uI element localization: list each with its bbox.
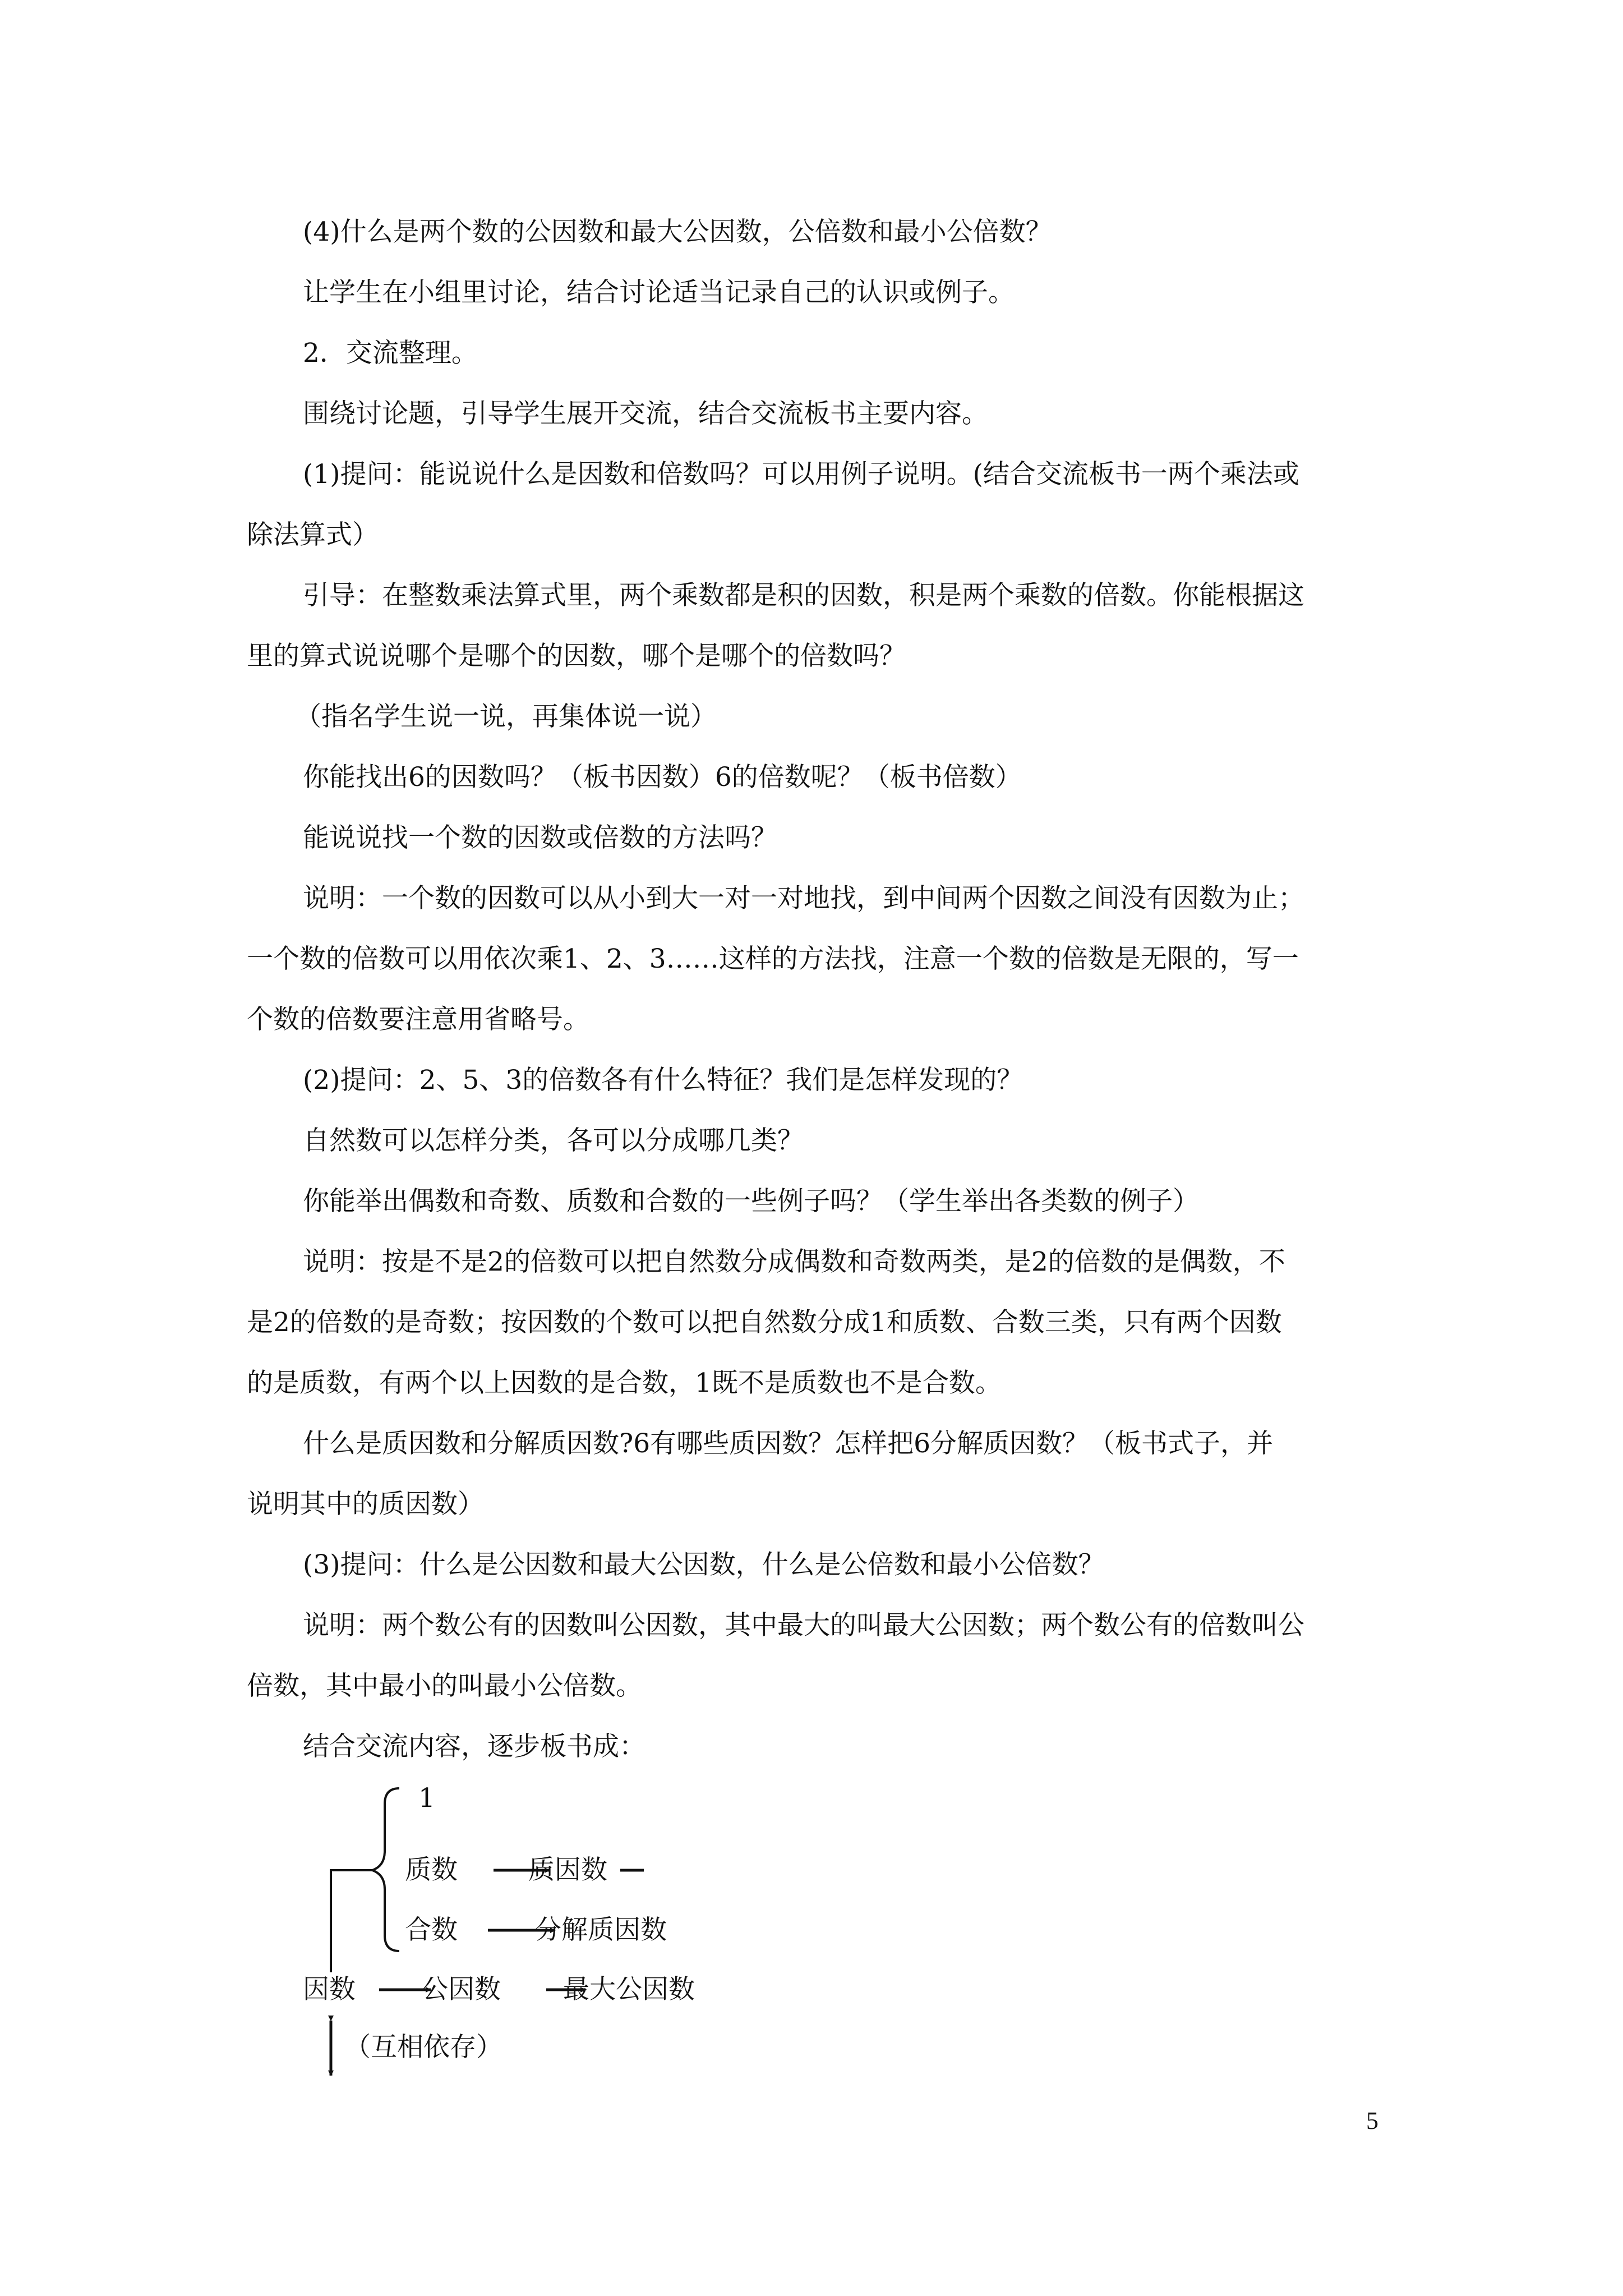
paragraph-line: 倍数，其中最小的叫最小公倍数。 (247, 1671, 642, 1701)
paragraph-line: 说明：按是不是2的倍数可以把自然数分成偶数和奇数两类，是2的倍数的是偶数，不 (303, 1246, 1285, 1277)
paragraph-line: 一个数的倍数可以用依次乘1、2、3……这样的方法找，注意一个数的倍数是无限的，写一 (247, 944, 1299, 974)
paragraph-line: 你能举出偶数和奇数、质数和合数的一些例子吗？（学生举出各类数的例子） (303, 1186, 1199, 1217)
paragraph-line: 是2的倍数的是奇数；按因数的个数可以把自然数分成1和质数、合数三类，只有两个因数 (247, 1307, 1282, 1338)
paragraph-line: 说明其中的质因数） (247, 1489, 484, 1520)
paragraph-line: 结合交流内容，逐步板书成： (303, 1731, 645, 1762)
paragraph-line: 个数的倍数要注意用省略号。 (247, 1004, 589, 1035)
paragraph-line: 说明：两个数公有的因数叫公因数，其中最大的叫最大公因数；两个数公有的倍数叫公 (303, 1610, 1304, 1641)
diagram-label-common-factor: 公因数 (422, 1974, 501, 2005)
paragraph-line: 除法算式） (247, 519, 379, 550)
paragraph-line: 让学生在小组里讨论，结合讨论适当记录自己的认识或例子。 (303, 277, 1015, 308)
diagram-label-prime: 质数 (405, 1855, 458, 1885)
paragraph-line: 说明：一个数的因数可以从小到大一对一对地找，到中间两个因数之间没有因数为止； (303, 883, 1304, 914)
paragraph-line: 能说说找一个数的因数或倍数的方法吗？ (303, 822, 777, 853)
paragraph-line: 的是质数，有两个以上因数的是合数，1既不是质数也不是合数。 (247, 1368, 1002, 1398)
paragraph-line: 什么是质因数和分解质因数?6有哪些质因数？怎样把6分解质因数？（板书式子，并 (303, 1428, 1274, 1459)
diagram-label-one: 1 (418, 1783, 435, 1814)
paragraph-line: (4)什么是两个数的公因数和最大公因数，公倍数和最小公倍数？ (303, 217, 1052, 247)
paragraph-line: (2)提问：2、5、3的倍数各有什么特征？我们是怎样发现的？ (303, 1065, 1023, 1096)
paragraph-line: （指名学生说一说，再集体说一说） (295, 701, 717, 732)
paragraph-line: 自然数可以怎样分类，各可以分成哪几类？ (303, 1125, 804, 1156)
diagram-label-factor: 因数 (303, 1974, 356, 2005)
paragraph-line: (1)提问：能说说什么是因数和倍数吗？可以用例子说明。(结合交流板书一两个乘法或 (303, 459, 1299, 490)
diagram-label-factorize: 分解质因数 (535, 1915, 667, 1945)
paragraph-line: (3)提问：什么是公因数和最大公因数，什么是公倍数和最小公倍数？ (303, 1549, 1105, 1580)
diagram-label-composite: 合数 (405, 1915, 458, 1945)
paragraph-line: 里的算式说说哪个是哪个的因数，哪个是哪个的倍数吗？ (247, 641, 906, 671)
paragraph-line: 引导：在整数乘法算式里，两个乘数都是积的因数，积是两个乘数的倍数。你能根据这 (303, 580, 1304, 611)
paragraph-line: 2．交流整理。 (303, 338, 478, 369)
page-number: 5 (1366, 2107, 1378, 2134)
paragraph-line: 围绕讨论题，引导学生展开交流，结合交流板书主要内容。 (303, 398, 988, 429)
brace-shape (372, 1788, 399, 1951)
diagram-label-interdependent: （互相依存） (344, 2032, 502, 2063)
paragraph-line: 你能找出6的因数吗？（板书因数）6的倍数呢？（板书倍数） (303, 762, 1022, 793)
connector-line (331, 1870, 372, 1972)
diagram-label-prime-factor: 质因数 (528, 1855, 607, 1885)
diagram-label-gcf: 最大公因数 (563, 1974, 695, 2005)
